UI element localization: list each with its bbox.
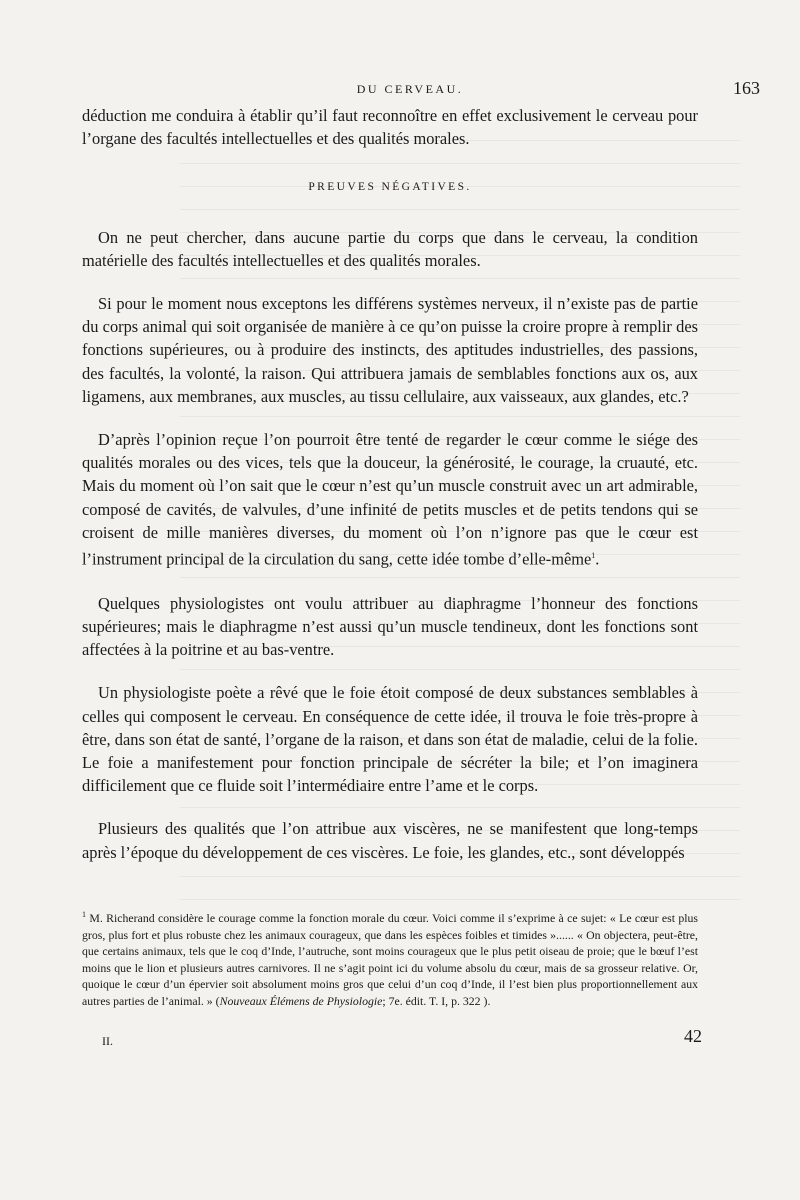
- paragraph-text: D’après l’opinion reçue l’on pourroit être tenté de regarder le cœur comme le siége des qualités morales ou des vices, tels que la douceur, la générosité, le courage, la cruauté, etc. Mais du moment où l’on sait que le cœur n’est qu’un muscle construit avec un art admirable, composé de cavités, de valvules, d’une infinité de petits muscles et de petits tendons qui se croisent de mille manières diverses, du moment où l’on n’ignore pas que le cœur est l’instrument principal de la circulation du sang, cette idée tombe d’elle-même: [82, 430, 698, 569]
- sheet-number: 42: [684, 1026, 702, 1046]
- paragraph: On ne peut chercher, dans aucune partie du corps que dans le cerveau, la condition matérielle des facultés intellectuelles et des qualités morales.: [82, 227, 698, 270]
- section-heading: PREUVES NÉGATIVES.: [308, 181, 472, 194]
- paragraph-continuation: déduction me conduira à établir qu’il faut reconnoître en effet exclusivement le cerveau pour l’organe des facultés intellectuelles et des qualités morales.: [82, 106, 698, 149]
- paragraph: Si pour le moment nous exceptons les différens systèmes nerveux, il n’existe pas de partie du corps animal qui soit organisée de manière à ce qu’on puisse la croire propre à remplir des fonctions supérieures, ou à produire des instincts, des aptitudes industrielles, des passions, des facultés, la volonté, la raison. Qui attribuera jamais de semblables fonctions aux os, aux ligamens, aux membranes, aux muscles, au tissu cellulaire, aux vaisseaux, aux glandes, etc.?: [82, 294, 698, 406]
- paragraph-end: .: [595, 549, 600, 569]
- main-text: [82, 104, 698, 864]
- footnote-reference: 1: [591, 551, 596, 561]
- footnote-book-title: Nouveaux Élémens de Physiologie: [219, 993, 383, 1008]
- paragraph: Quelques physiologistes ont voulu attribuer au diaphragme l’honneur des fonctions supérieures; mais le diaphragme n’est aussi qu’un muscle tendineux, dont les fonctions sont affectées à la poitrine et au bas-ventre.: [82, 593, 698, 660]
- volume-signature: II.: [102, 1034, 113, 1048]
- footnote-marker: 1: [82, 910, 86, 919]
- footnote-text: [82, 907, 698, 1009]
- running-head: DU CERVEAU.: [356, 82, 464, 96]
- footnote-body: M. Richerand considère le courage comme la fonction morale du cœur. Voici comme il s’exprime à ce sujet: « Le cœur est plus gros, plus fort et plus robuste chez les animaux courageux, que dans les espèces foibles et timides »...... « On objectera, peut-être, que certains animaux, tels que le coq d’Inde, l’autruche, sont moins courageux que le plus petit oiseau de proie; que le bœuf l’est moins que le lion et plusieurs autres carnivores. Il ne s’agit point ici du volume absolu du cœur, mais de sa grosseur relative. Or, quoique le cœur d’un épervier soit absolument moins gros que celui d’un coq d’Inde, il l’est bien plus proportionnellement aux autres parties de l’animal. » (: [82, 910, 698, 1008]
- page-number: 163: [733, 78, 760, 98]
- paragraph-with-note: [82, 428, 698, 571]
- footnote: [82, 907, 698, 1009]
- paragraph: Plusieurs des qualités que l’on attribue aux viscères, ne se manifestent que long-temps après l’époque du développement de ces viscères. Le foie, les glandes, etc., sont développés: [82, 819, 698, 862]
- page-footer: [102, 1026, 702, 1056]
- page-header: [60, 78, 760, 100]
- footnote-citation: ; 7e. édit. T. I, p. 322 ).: [382, 993, 491, 1008]
- paragraph: Un physiologiste poète a rêvé que le foie étoit composé de deux substances semblables à celles qui composent le cerveau. En conséquence de cette idée, il trouva le foie très-propre à être, dans son état de santé, l’organe de la raison, et dans son état de maladie, celui de la folie. Le foie a manifestement pour fonction principale de sécréter la bile; et l’on imaginera difficilement que ce fluide soit l’intermédiaire entre l’ame et le corps.: [82, 683, 698, 796]
